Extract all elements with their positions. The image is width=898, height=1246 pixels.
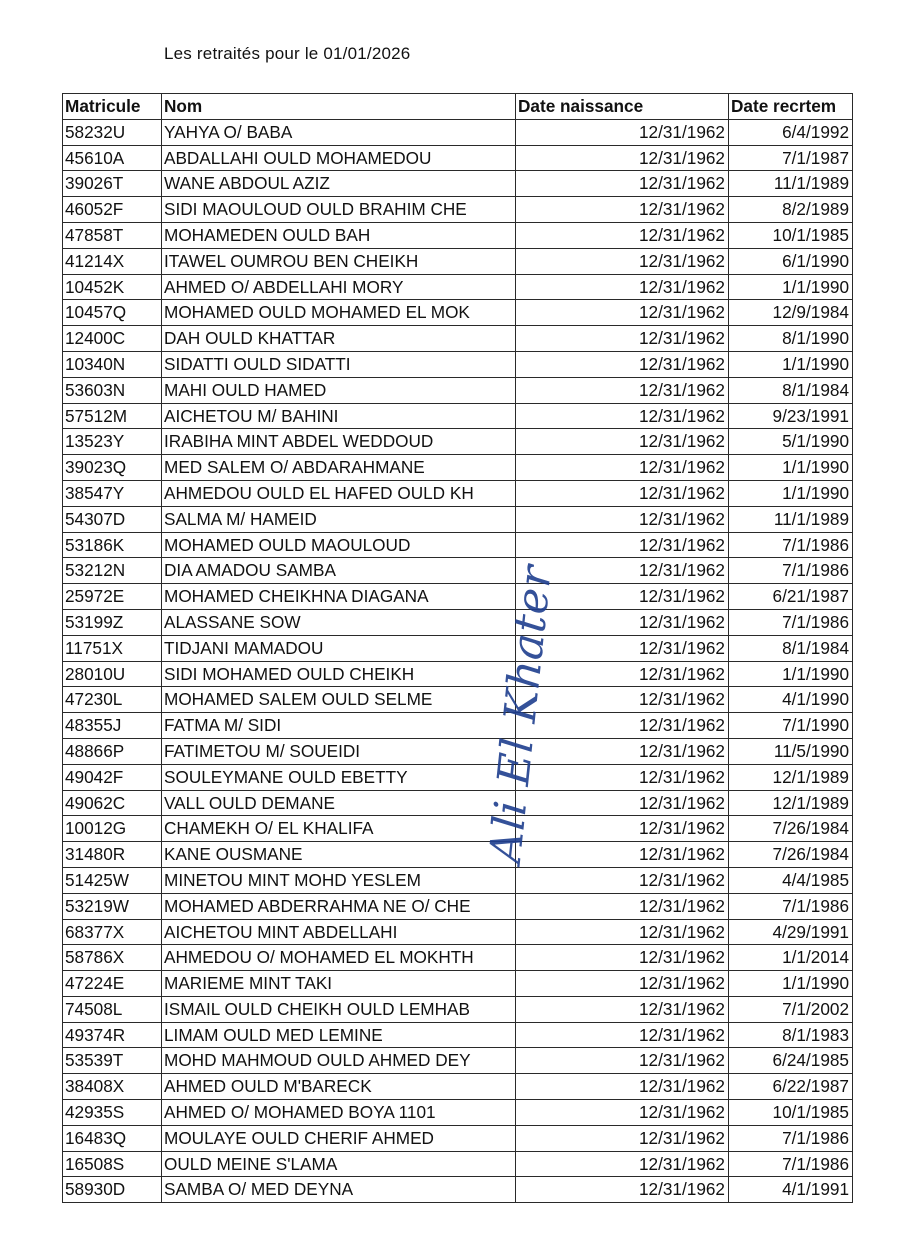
cell-matricule: 53186K [63,532,162,558]
cell-date-recrutement: 5/1/1990 [729,429,853,455]
cell-date-recrutement: 1/1/1990 [729,971,853,997]
table-row [63,403,853,429]
cell-date-naissance: 12/31/1962 [516,584,729,610]
cell-nom: MOHAMED OULD MOHAMED EL MOK [162,300,516,326]
table-row [63,609,853,635]
table-row [63,1177,853,1203]
cell-nom: TIDJANI MAMADOU [162,635,516,661]
cell-date-recrutement: 7/1/1986 [729,558,853,584]
cell-matricule: 57512M [63,403,162,429]
cell-date-recrutement: 8/2/1989 [729,197,853,223]
table-row [63,480,853,506]
cell-matricule: 49042F [63,764,162,790]
cell-nom: AHMEDOU O/ MOHAMED EL MOKHTH [162,945,516,971]
cell-date-recrutement: 4/1/1990 [729,687,853,713]
cell-nom: ABDALLAHI OULD MOHAMEDOU [162,145,516,171]
cell-nom: MAHI OULD HAMED [162,377,516,403]
cell-nom: FATMA M/ SIDI [162,713,516,739]
cell-nom: ITAWEL OUMROU BEN CHEIKH [162,248,516,274]
table-row [63,1048,853,1074]
cell-date-recrutement: 1/1/1990 [729,480,853,506]
cell-date-recrutement: 4/1/1991 [729,1177,853,1203]
cell-nom: VALL OULD DEMANE [162,790,516,816]
cell-nom: AHMED O/ MOHAMED BOYA 1101 [162,1100,516,1126]
cell-matricule: 42935S [63,1100,162,1126]
table-row [63,145,853,171]
table-row [63,945,853,971]
table-row [63,893,853,919]
table-row [63,429,853,455]
table-row [63,635,853,661]
column-header-matricule: Matricule [63,94,162,120]
table-row [63,274,853,300]
table-row [63,326,853,352]
cell-date-naissance: 12/31/1962 [516,326,729,352]
cell-date-recrutement: 6/21/1987 [729,584,853,610]
table-row [63,738,853,764]
table-row [63,1074,853,1100]
cell-nom: MINETOU MINT MOHD YESLEM [162,867,516,893]
cell-nom: AHMED OULD M'BARECK [162,1074,516,1100]
cell-nom: ALASSANE SOW [162,609,516,635]
table-row [63,119,853,145]
cell-date-naissance: 12/31/1962 [516,1074,729,1100]
cell-matricule: 25972E [63,584,162,610]
cell-matricule: 51425W [63,867,162,893]
cell-date-recrutement: 6/24/1985 [729,1048,853,1074]
cell-matricule: 53539T [63,1048,162,1074]
table-row [63,222,853,248]
cell-date-recrutement: 7/1/1986 [729,532,853,558]
table-row [63,248,853,274]
cell-nom: DIA AMADOU SAMBA [162,558,516,584]
cell-matricule: 53219W [63,893,162,919]
table-row [63,584,853,610]
cell-nom: MOHAMED OULD MAOULOUD [162,532,516,558]
cell-date-naissance: 12/31/1962 [516,764,729,790]
cell-date-recrutement: 11/1/1989 [729,171,853,197]
cell-date-recrutement: 7/1/1986 [729,1151,853,1177]
cell-date-recrutement: 6/22/1987 [729,1074,853,1100]
cell-date-recrutement: 8/1/1984 [729,635,853,661]
cell-date-recrutement: 7/1/1986 [729,1125,853,1151]
cell-date-recrutement: 6/4/1992 [729,119,853,145]
cell-date-naissance: 12/31/1962 [516,996,729,1022]
cell-date-recrutement: 7/26/1984 [729,816,853,842]
handwritten-signature: Ali El Khater [480,562,563,866]
cell-nom: MOHD MAHMOUD OULD AHMED DEY [162,1048,516,1074]
cell-date-naissance: 12/31/1962 [516,1100,729,1126]
cell-matricule: 68377X [63,919,162,945]
cell-matricule: 47858T [63,222,162,248]
cell-date-recrutement: 4/4/1985 [729,867,853,893]
cell-date-naissance: 12/31/1962 [516,248,729,274]
cell-date-naissance: 12/31/1962 [516,790,729,816]
cell-matricule: 58232U [63,119,162,145]
table-row [63,713,853,739]
cell-nom: SIDI MOHAMED OULD CHEIKH [162,661,516,687]
cell-nom: SIDI MAOULOUD OULD BRAHIM CHE [162,197,516,223]
cell-matricule: 16483Q [63,1125,162,1151]
cell-nom: AICHETOU M/ BAHINI [162,403,516,429]
table-row [63,532,853,558]
cell-matricule: 46052F [63,197,162,223]
cell-nom: SIDATTI OULD SIDATTI [162,351,516,377]
cell-date-naissance: 12/31/1962 [516,635,729,661]
cell-nom: SALMA M/ HAMEID [162,506,516,532]
cell-date-recrutement: 10/1/1985 [729,222,853,248]
cell-nom: LIMAM OULD MED LEMINE [162,1022,516,1048]
cell-date-recrutement: 1/1/2014 [729,945,853,971]
table-row [63,764,853,790]
table-row [63,171,853,197]
cell-nom: MOHAMEDEN OULD BAH [162,222,516,248]
cell-date-naissance: 12/31/1962 [516,945,729,971]
cell-date-recrutement: 12/1/1989 [729,790,853,816]
cell-date-naissance: 12/31/1962 [516,687,729,713]
cell-date-recrutement: 7/1/2002 [729,996,853,1022]
table-row [63,558,853,584]
retirees-table [62,93,853,1203]
table-row [63,816,853,842]
cell-date-naissance: 12/31/1962 [516,609,729,635]
cell-matricule: 45610A [63,145,162,171]
cell-date-naissance: 12/31/1962 [516,842,729,868]
cell-matricule: 38408X [63,1074,162,1100]
cell-matricule: 10340N [63,351,162,377]
cell-date-naissance: 12/31/1962 [516,480,729,506]
cell-date-recrutement: 12/9/1984 [729,300,853,326]
cell-date-recrutement: 1/1/1990 [729,455,853,481]
table-row [63,377,853,403]
cell-nom: MOULAYE OULD CHERIF AHMED [162,1125,516,1151]
cell-nom: MOHAMED SALEM OULD SELME [162,687,516,713]
cell-nom: ISMAIL OULD CHEIKH OULD LEMHAB [162,996,516,1022]
table-body [63,119,853,1202]
table-row [63,971,853,997]
cell-date-recrutement: 8/1/1990 [729,326,853,352]
cell-date-recrutement: 7/1/1986 [729,893,853,919]
cell-date-recrutement: 8/1/1984 [729,377,853,403]
cell-date-naissance: 12/31/1962 [516,377,729,403]
cell-nom: AHMED O/ ABDELLAHI MORY [162,274,516,300]
cell-nom: IRABIHA MINT ABDEL WEDDOUD [162,429,516,455]
cell-date-naissance: 12/31/1962 [516,455,729,481]
table-row [63,842,853,868]
cell-date-recrutement: 7/1/1990 [729,713,853,739]
cell-matricule: 12400C [63,326,162,352]
cell-matricule: 53199Z [63,609,162,635]
cell-date-naissance: 12/31/1962 [516,1177,729,1203]
column-header-nom: Nom [162,94,516,120]
table-row [63,300,853,326]
cell-date-recrutement: 9/23/1991 [729,403,853,429]
table-row [63,1125,853,1151]
table-row [63,1100,853,1126]
table-row [63,687,853,713]
cell-date-naissance: 12/31/1962 [516,867,729,893]
cell-date-recrutement: 1/1/1990 [729,274,853,300]
table-row [63,506,853,532]
table-row [63,1151,853,1177]
cell-matricule: 41214X [63,248,162,274]
cell-date-recrutement: 12/1/1989 [729,764,853,790]
cell-date-naissance: 12/31/1962 [516,300,729,326]
cell-date-naissance: 12/31/1962 [516,1022,729,1048]
cell-date-recrutement: 6/1/1990 [729,248,853,274]
cell-matricule: 11751X [63,635,162,661]
cell-matricule: 48866P [63,738,162,764]
cell-date-naissance: 12/31/1962 [516,145,729,171]
cell-date-naissance: 12/31/1962 [516,893,729,919]
cell-nom: SOULEYMANE OULD EBETTY [162,764,516,790]
cell-nom: MARIEME MINT TAKI [162,971,516,997]
cell-date-naissance: 12/31/1962 [516,403,729,429]
column-header-date-naissance: Date naissance [516,94,729,120]
cell-date-naissance: 12/31/1962 [516,506,729,532]
cell-matricule: 58930D [63,1177,162,1203]
cell-date-recrutement: 7/26/1984 [729,842,853,868]
cell-date-naissance: 12/31/1962 [516,971,729,997]
column-header-date-recrutement: Date recrtem [729,94,853,120]
cell-date-naissance: 12/31/1962 [516,1125,729,1151]
cell-matricule: 28010U [63,661,162,687]
cell-date-recrutement: 11/1/1989 [729,506,853,532]
cell-date-naissance: 12/31/1962 [516,171,729,197]
cell-date-recrutement: 11/5/1990 [729,738,853,764]
cell-nom: AHMEDOU OULD EL HAFED OULD KH [162,480,516,506]
cell-date-naissance: 12/31/1962 [516,1048,729,1074]
cell-date-naissance: 12/31/1962 [516,738,729,764]
cell-date-recrutement: 1/1/1990 [729,351,853,377]
cell-matricule: 39026T [63,171,162,197]
cell-nom: YAHYA O/ BABA [162,119,516,145]
cell-nom: OULD MEINE S'LAMA [162,1151,516,1177]
cell-nom: WANE ABDOUL AZIZ [162,171,516,197]
table-header-row [63,94,853,120]
cell-matricule: 54307D [63,506,162,532]
table-row [63,455,853,481]
cell-date-naissance: 12/31/1962 [516,919,729,945]
cell-date-recrutement: 1/1/1990 [729,661,853,687]
cell-matricule: 10012G [63,816,162,842]
cell-nom: SAMBA O/ MED DEYNA [162,1177,516,1203]
cell-date-naissance: 12/31/1962 [516,532,729,558]
cell-date-naissance: 12/31/1962 [516,222,729,248]
cell-date-recrutement: 4/29/1991 [729,919,853,945]
cell-date-recrutement: 7/1/1986 [729,609,853,635]
cell-matricule: 74508L [63,996,162,1022]
cell-date-naissance: 12/31/1962 [516,713,729,739]
table-row [63,351,853,377]
cell-date-naissance: 12/31/1962 [516,1151,729,1177]
cell-nom: AICHETOU MINT ABDELLAHI [162,919,516,945]
cell-date-recrutement: 7/1/1987 [729,145,853,171]
cell-matricule: 31480R [63,842,162,868]
cell-matricule: 10457Q [63,300,162,326]
cell-matricule: 47224E [63,971,162,997]
cell-date-naissance: 12/31/1962 [516,274,729,300]
table-row [63,197,853,223]
cell-nom: MOHAMED CHEIKHNA DIAGANA [162,584,516,610]
cell-matricule: 49062C [63,790,162,816]
cell-date-recrutement: 10/1/1985 [729,1100,853,1126]
cell-date-recrutement: 8/1/1983 [729,1022,853,1048]
cell-matricule: 58786X [63,945,162,971]
cell-date-naissance: 12/31/1962 [516,661,729,687]
cell-date-naissance: 12/31/1962 [516,558,729,584]
cell-nom: FATIMETOU M/ SOUEIDI [162,738,516,764]
cell-matricule: 53212N [63,558,162,584]
cell-date-naissance: 12/31/1962 [516,197,729,223]
table-row [63,790,853,816]
cell-date-naissance: 12/31/1962 [516,119,729,145]
cell-matricule: 48355J [63,713,162,739]
cell-nom: MOHAMED ABDERRAHMA NE O/ CHE [162,893,516,919]
cell-matricule: 47230L [63,687,162,713]
cell-nom: CHAMEKH O/ EL KHALIFA [162,816,516,842]
table-row [63,996,853,1022]
cell-date-naissance: 12/31/1962 [516,429,729,455]
cell-nom: DAH OULD KHATTAR [162,326,516,352]
cell-matricule: 49374R [63,1022,162,1048]
table-row [63,1022,853,1048]
table-row [63,867,853,893]
table-row [63,919,853,945]
cell-matricule: 13523Y [63,429,162,455]
cell-matricule: 38547Y [63,480,162,506]
cell-date-naissance: 12/31/1962 [516,816,729,842]
document-title: Les retraités pour le 01/01/2026 [164,44,411,63]
cell-date-naissance: 12/31/1962 [516,351,729,377]
cell-matricule: 16508S [63,1151,162,1177]
cell-nom: KANE OUSMANE [162,842,516,868]
cell-matricule: 10452K [63,274,162,300]
cell-matricule: 39023Q [63,455,162,481]
cell-nom: MED SALEM O/ ABDARAHMANE [162,455,516,481]
cell-matricule: 53603N [63,377,162,403]
table-row [63,661,853,687]
